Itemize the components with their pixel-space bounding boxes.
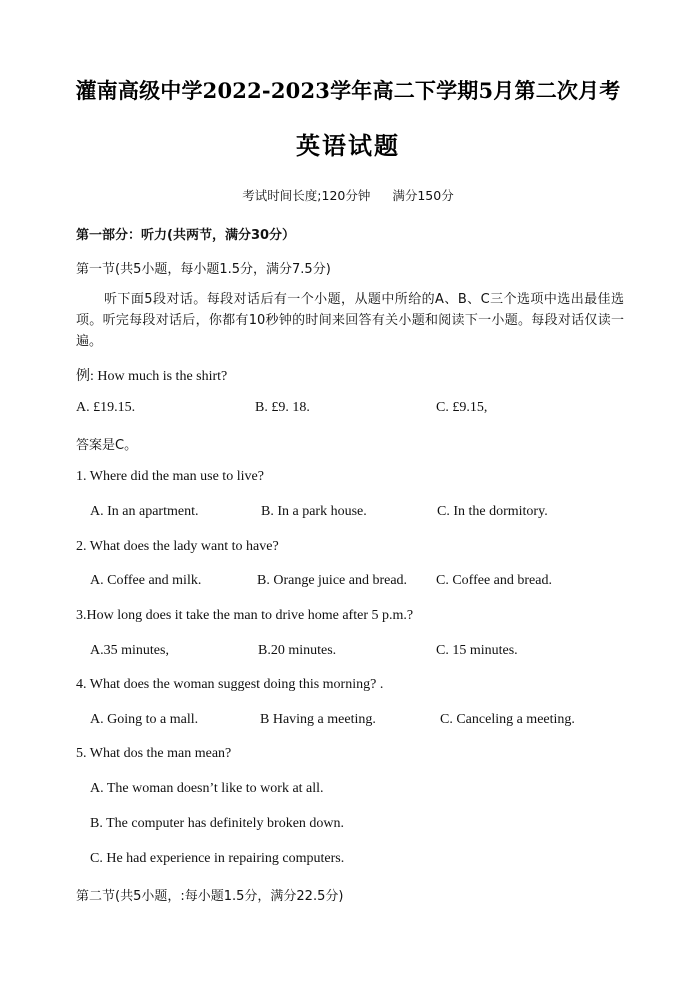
question-3-option-a: A.35 minutes, [90,643,169,658]
question-2-option-b: B. Orange juice and bread. [257,573,408,588]
example-question: 例: How much is the shirt? [76,369,228,384]
section2-heading: 第二节(共5小题，:每小题1.5分，满分22.5分) [76,889,344,904]
example-answer: 答案是C。 [76,438,138,453]
example-option-c: C. £9.15, [436,400,488,415]
full-score: 满分150分 [392,188,454,203]
example-option-b: B. £9. 18. [255,400,310,415]
question-2-option-c: C. Coffee and bread. [436,573,552,588]
section1-heading: 第一节(共5小题，每小题1.5分，满分7.5分) [76,262,331,277]
example-option-a: A. £19.15. [76,400,136,415]
question-2: 2. What does the lady want to have? [76,539,279,554]
question-3: 3.How long does it take the man to drive home after 5 p.m.? [76,608,414,623]
question-1-option-c: C. In the dormitory. [437,504,548,519]
question-1-option-a: A. In an apartment. [90,504,199,519]
question-5-option-c: C. He had experience in repairing computers. [90,851,345,866]
question-4-option-c: C. Canceling a meeting. [440,712,575,727]
question-4-option-b: B Having a meeting. [260,712,376,727]
question-5-option-b: B. The computer has definitely broken down. [90,816,345,831]
question-3-option-b: B.20 minutes. [258,643,337,658]
question-5-option-a: A. The woman doesn’t like to work at all. [90,781,324,796]
exam-subtitle: 英语试题 [296,131,400,160]
exam-title: 灌南高级中学2022-2023学年高二下学期5月第二次月考 [75,78,621,103]
time-limit: 考试时间长度;120分钟 [242,188,371,203]
section1-instructions: 听下面5段对话。每段对话后有一个小题，从题中所给的A、B、C三个选项中选出最佳选项。听完每段对话后，你都有10秒钟的时间来回答有关小题和阅读下一小题。每段对话仅读一遍。 [76,292,624,349]
question-4: 4. What does the woman suggest doing this morning? . [76,677,384,692]
question-4-option-a: A. Going to a mall. [90,712,199,727]
question-1: 1. Where did the man use to live? [76,469,264,484]
question-5: 5. What dos the man mean? [76,746,232,761]
part1-heading: 第一部分：听力(共两节，满分30分） [76,228,296,243]
exam-meta [0,186,696,204]
question-1-option-b: B. In a park house. [261,504,367,519]
question-3-option-c: C. 15 minutes. [436,643,518,658]
question-2-option-a: A. Coffee and milk. [90,573,202,588]
